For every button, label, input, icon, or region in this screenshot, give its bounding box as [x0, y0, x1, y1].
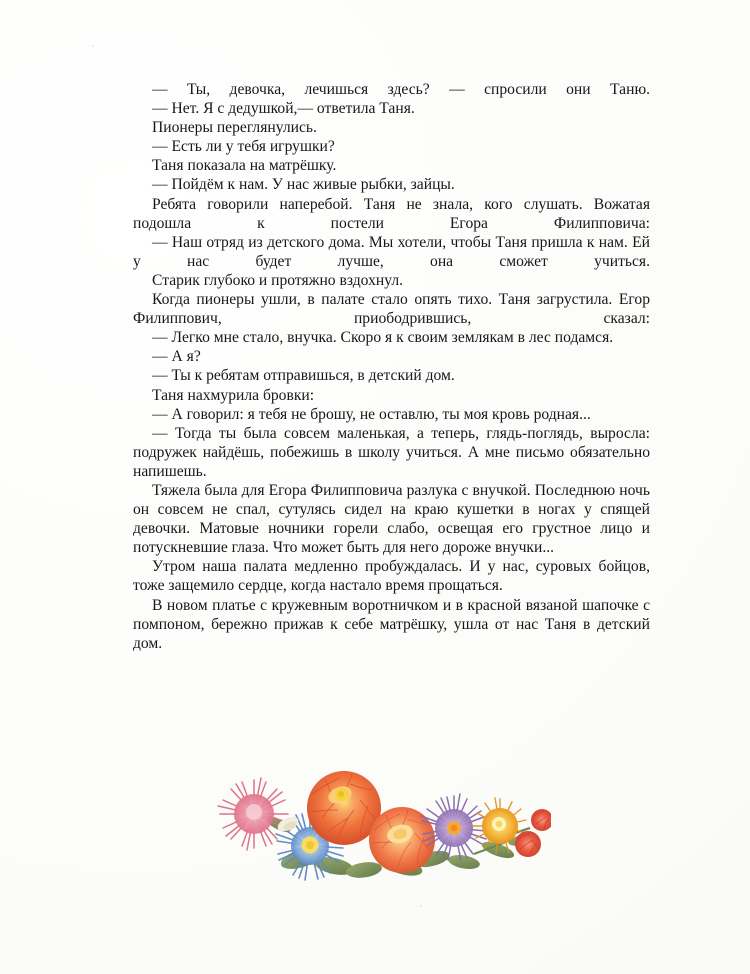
paragraph: Таня показала на матрёшку.: [152, 157, 337, 175]
paragraph: — Пойдём к нам. У нас живые рыбки, зайцы.: [152, 176, 455, 194]
paper-speck: [420, 905, 422, 907]
paragraph: — Ты к ребятам отправишься, в детский дом.: [152, 367, 455, 385]
body-text-column: [133, 80, 650, 653]
paper-speck: [92, 45, 94, 47]
pink-aster: [218, 778, 289, 850]
paragraph: Пионеры переглянулись.: [152, 119, 317, 137]
paragraph: — А я?: [152, 348, 201, 366]
paragraph: — Наш отряд из детского дома. Мы хотели, чтобы Таня пришла к нам. Ей у нас будет лучше, она сможет учиться.: [133, 233, 650, 270]
paragraph: — Ты, девочка, лечишься здесь? — спросили они Таню.: [152, 81, 650, 98]
paragraph: Утром наша палата медленно пробуждалась. И у нас, суровых бойцов, тоже защемило сердце, когда настало время прощаться.: [133, 558, 650, 595]
paragraph: Тяжела была для Егора Филипповича разлука с внучкой. Последнюю ночь он совсем не спал, сутулясь сидел на краю кушетки в ногах у спящей девочки. Матовые ночники горели слабо, освещая его грустное лицо и потускневшие глаза. Что может быть для него дороже внучки...: [133, 481, 650, 557]
paragraph: — А говорил: я тебя не брошу, не оставлю, ты моя кровь родная...: [152, 405, 591, 423]
paragraph: Старик глубоко и протяжно вздохнул.: [152, 271, 404, 289]
paragraph: — Есть ли у тебя игрушки?: [152, 138, 335, 156]
paragraph: — Тогда ты была совсем маленькая, а теперь, глядь-поглядь, выросла: подружек найдёшь, побежишь в школу учиться. А мне письмо обязательно напишешь.: [133, 424, 650, 480]
paragraph: В новом платье с кружевным воротничком и в красной вязаной шапочке с помпоном, бережно прижав к себе матрёшку, ушла от нас Таня в детский дом.: [133, 596, 650, 652]
paragraph: Таня нахмурила бровки:: [152, 386, 315, 404]
red-carnation-upper: [531, 809, 551, 831]
paragraph: — Нет. Я с дедушкой,— ответила Таня.: [152, 100, 415, 118]
red-carnation-lower: [515, 831, 541, 857]
paragraph: Ребята говорили наперебой. Таня не знала, кого слушать. Вожатая подошла к постели Егора Филипповича:: [133, 195, 650, 232]
paragraph: — Легко мне стало, внучка. Скоро я к своим землякам в лес подамся.: [152, 329, 614, 347]
flower-bouquet-illustration: [206, 758, 551, 893]
paragraph: Когда пионеры ушли, в палате стало опять тихо. Таня загрустила. Егор Филиппович, приободрившись, сказал:: [133, 291, 650, 328]
